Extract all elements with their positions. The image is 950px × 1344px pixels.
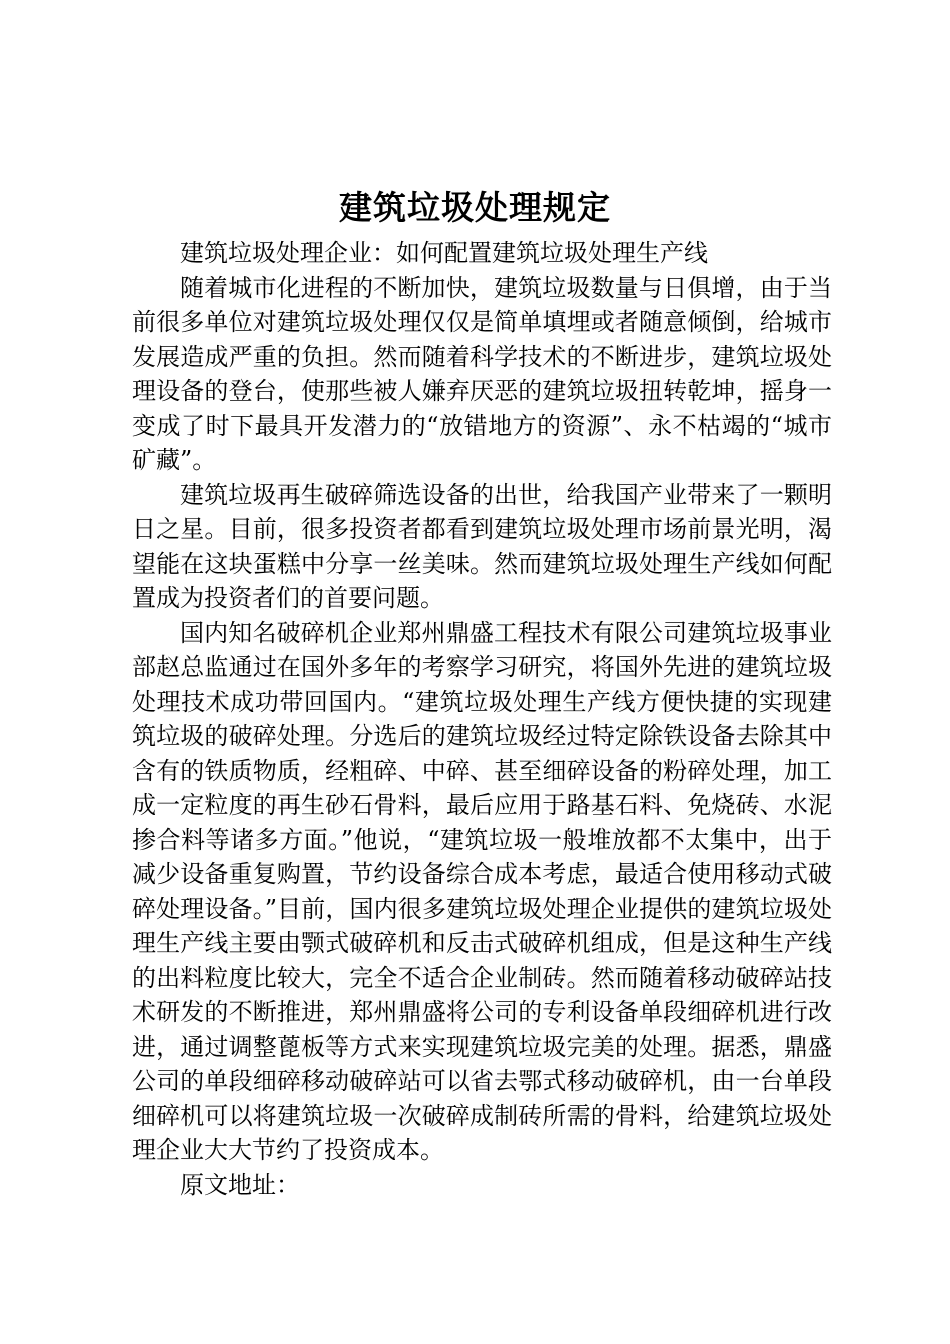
document-title: 建筑垃圾处理规定	[339, 188, 611, 227]
paragraph-company: 国内知名破碎机企业郑州鼎盛工程技术有限公司建筑垃圾事业部赵总监通过在国外多年的考察学习研究，将国外先进的建筑垃圾处理技术成功带回国内。“建筑垃圾处理生产线方便快捷的实现建筑垃圾的破碎处理。分选后的建筑垃圾经过特定除铁设备去除其中含有的铁质物质，经粗碎、中碎、甚至细碎设备的粉碎处理，加工成一定粒度的再生砂石骨料，最后应用于路基石料、免烧砖、水泥掺合料等诸多方面。”他说，“建筑垃圾一般堆放都不太集中，出于减少设备重复购置，节约设备综合成本考虑，最适合使用移动式破碎处理设备。”目前，国内很多建筑垃圾处理企业提供的建筑垃圾处理生产线主要由颚式破碎机和反击式破碎机组成，但是这种生产线的出料粒度比较大，完全不适合企业制砖。然而随着移动破碎站技术研发的不断推进，郑州鼎盛将公司的专利设备单段细碎机进行改进，通过调整蓖板等方式来实现建筑垃圾完美的处理。据悉，鼎盛公司的单段细碎移动破碎站可以省去鄂式移动破碎机，由一台单段细碎机可以将建筑垃圾一次破碎成制砖所需的骨料，给建筑垃圾处理企业大大节约了投资成本。	[132, 618, 832, 1164]
paragraph-intro: 随着城市化进程的不断加快，建筑垃圾数量与日俱增，由于当前很多单位对建筑垃圾处理仅仅是简单填埋或者随意倾倒，给城市发展造成严重的负担。然而随着科学技术的不断进步，建筑垃圾处理设备的登台，使那些被人嫌弃厌恶的建筑垃圾扭转乾坤，摇身一变成了时下最具开发潜力的“放错地方的资源”、永不枯竭的“城市矿藏”。	[132, 273, 832, 474]
paragraph-equipment: 建筑垃圾再生破碎筛选设备的出世，给我国产业带来了一颗明日之星。目前，很多投资者都看到建筑垃圾处理市场前景光明，渴望能在这块蛋糕中分享一丝美味。然而建筑垃圾处理生产线如何配置成为投资者们的首要问题。	[132, 480, 832, 612]
paragraph-subtitle: 建筑垃圾处理企业：如何配置建筑垃圾处理生产线	[180, 239, 708, 267]
paragraph-source: 原文地址：	[180, 1170, 300, 1199]
document-body	[132, 236, 832, 1202]
